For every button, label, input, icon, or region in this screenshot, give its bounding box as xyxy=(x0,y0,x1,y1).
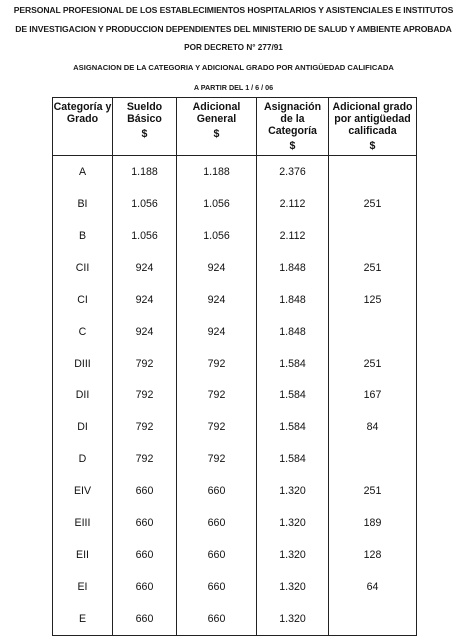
value-cell: 128 xyxy=(329,539,417,571)
value-cell: 792 xyxy=(113,443,177,475)
effective-date: A PARTIR DEL 1 / 6 / 06 xyxy=(193,83,274,92)
value-cell: 924 xyxy=(177,316,257,348)
value-cell: 1.188 xyxy=(177,156,257,188)
column-header-unit: $ xyxy=(369,140,376,152)
value-cell: 1.320 xyxy=(257,539,329,571)
value-cell: 1.848 xyxy=(257,284,329,316)
column-header-unit: $ xyxy=(141,128,148,140)
value-cell: 1.584 xyxy=(257,348,329,380)
value-cell: 792 xyxy=(177,348,257,380)
category-cell: DI xyxy=(53,411,113,443)
value-cell: 1.056 xyxy=(113,220,177,252)
category-cell: DIII xyxy=(53,348,113,380)
category-cell: E xyxy=(53,603,113,636)
value-cell: 660 xyxy=(113,475,177,507)
value-cell: 1.584 xyxy=(257,443,329,475)
value-cell: 251 xyxy=(329,188,417,220)
table-row xyxy=(53,188,417,220)
value-cell: 660 xyxy=(177,475,257,507)
value-cell: 1.848 xyxy=(257,252,329,284)
value-cell: 125 xyxy=(329,284,417,316)
column-header-unit: $ xyxy=(213,128,220,140)
value-cell: 167 xyxy=(329,379,417,411)
category-cell: CI xyxy=(53,284,113,316)
value-cell: 660 xyxy=(177,539,257,571)
value-cell xyxy=(329,316,417,348)
table-row xyxy=(53,475,417,507)
value-cell: 1.320 xyxy=(257,603,329,636)
value-cell: 1.848 xyxy=(257,316,329,348)
table-row xyxy=(53,220,417,252)
value-cell: 924 xyxy=(177,252,257,284)
table-row xyxy=(53,284,417,316)
column-header-label: Asignación de la Categoría xyxy=(263,101,322,137)
value-cell: 2.376 xyxy=(257,156,329,188)
value-cell: 660 xyxy=(113,571,177,603)
value-cell: 251 xyxy=(329,475,417,507)
value-cell: 792 xyxy=(177,411,257,443)
table-body xyxy=(53,156,417,636)
table-row xyxy=(53,156,417,188)
category-cell: EIII xyxy=(53,507,113,539)
table-row xyxy=(53,379,417,411)
column-header-label: Sueldo Básico xyxy=(126,101,163,125)
category-cell: EII xyxy=(53,539,113,571)
value-cell: 1.584 xyxy=(257,379,329,411)
table-row xyxy=(53,348,417,380)
value-cell: 792 xyxy=(177,379,257,411)
column-header xyxy=(113,98,177,156)
category-cell: EI xyxy=(53,571,113,603)
value-cell: 660 xyxy=(177,507,257,539)
value-cell: 2.112 xyxy=(257,220,329,252)
category-cell: BI xyxy=(53,188,113,220)
value-cell: 1.320 xyxy=(257,475,329,507)
value-cell: 924 xyxy=(113,316,177,348)
table-title: ASIGNACION DE LA CATEGORIA Y ADICIONAL GRADO POR ANTIGÜEDAD CALIFICADA xyxy=(73,63,394,72)
column-header xyxy=(177,98,257,156)
value-cell: 1.056 xyxy=(113,188,177,220)
value-cell: 660 xyxy=(177,571,257,603)
value-cell: 189 xyxy=(329,507,417,539)
decree-reference: POR DECRETO N° 277/91 xyxy=(184,43,283,52)
value-cell: 792 xyxy=(177,443,257,475)
column-header-unit: $ xyxy=(289,140,296,152)
value-cell: 792 xyxy=(113,379,177,411)
value-cell: 84 xyxy=(329,411,417,443)
value-cell: 924 xyxy=(177,284,257,316)
value-cell: 660 xyxy=(113,539,177,571)
category-cell: EIV xyxy=(53,475,113,507)
header-line-2: DE INVESTIGACION Y PRODUCCION DEPENDIENTES DEL MINISTERIO DE SALUD Y AMBIENTE APROBADA xyxy=(15,24,452,34)
column-header xyxy=(53,98,113,156)
table-row xyxy=(53,252,417,284)
value-cell: 924 xyxy=(113,284,177,316)
value-cell: 1.320 xyxy=(257,507,329,539)
table-header-row xyxy=(53,98,417,156)
value-cell: 2.112 xyxy=(257,188,329,220)
category-cell: C xyxy=(53,316,113,348)
table-row xyxy=(53,603,417,636)
column-header-label: Adicional General xyxy=(192,101,241,125)
table-row xyxy=(53,443,417,475)
value-cell: 64 xyxy=(329,571,417,603)
header-line-1: PERSONAL PROFESIONAL DE LOS ESTABLECIMIENTOS HOSPITALARIOS Y ASISTENCIALES E INSTITUTOS xyxy=(13,5,454,15)
value-cell xyxy=(329,156,417,188)
value-cell: 1.188 xyxy=(113,156,177,188)
category-cell: DII xyxy=(53,379,113,411)
value-cell: 660 xyxy=(113,603,177,636)
value-cell: 792 xyxy=(113,348,177,380)
value-cell xyxy=(329,220,417,252)
table-row xyxy=(53,411,417,443)
value-cell: 924 xyxy=(113,252,177,284)
value-cell xyxy=(329,443,417,475)
value-cell: 1.584 xyxy=(257,411,329,443)
value-cell: 660 xyxy=(177,603,257,636)
value-cell: 1.056 xyxy=(177,188,257,220)
category-cell: CII xyxy=(53,252,113,284)
category-cell: D xyxy=(53,443,113,475)
column-header-label: Categoría y Grado xyxy=(53,101,112,125)
value-cell: 251 xyxy=(329,252,417,284)
salary-table xyxy=(52,97,417,636)
column-header xyxy=(329,98,417,156)
value-cell: 1.056 xyxy=(177,220,257,252)
column-header-label: Adicional grado por antigüedad calificada xyxy=(332,101,413,137)
table-row xyxy=(53,539,417,571)
table-row xyxy=(53,507,417,539)
value-cell xyxy=(329,603,417,636)
value-cell: 251 xyxy=(329,348,417,380)
category-cell: A xyxy=(53,156,113,188)
category-cell: B xyxy=(53,220,113,252)
column-header xyxy=(257,98,329,156)
table-row xyxy=(53,571,417,603)
table-row xyxy=(53,316,417,348)
value-cell: 660 xyxy=(113,507,177,539)
value-cell: 792 xyxy=(113,411,177,443)
value-cell: 1.320 xyxy=(257,571,329,603)
